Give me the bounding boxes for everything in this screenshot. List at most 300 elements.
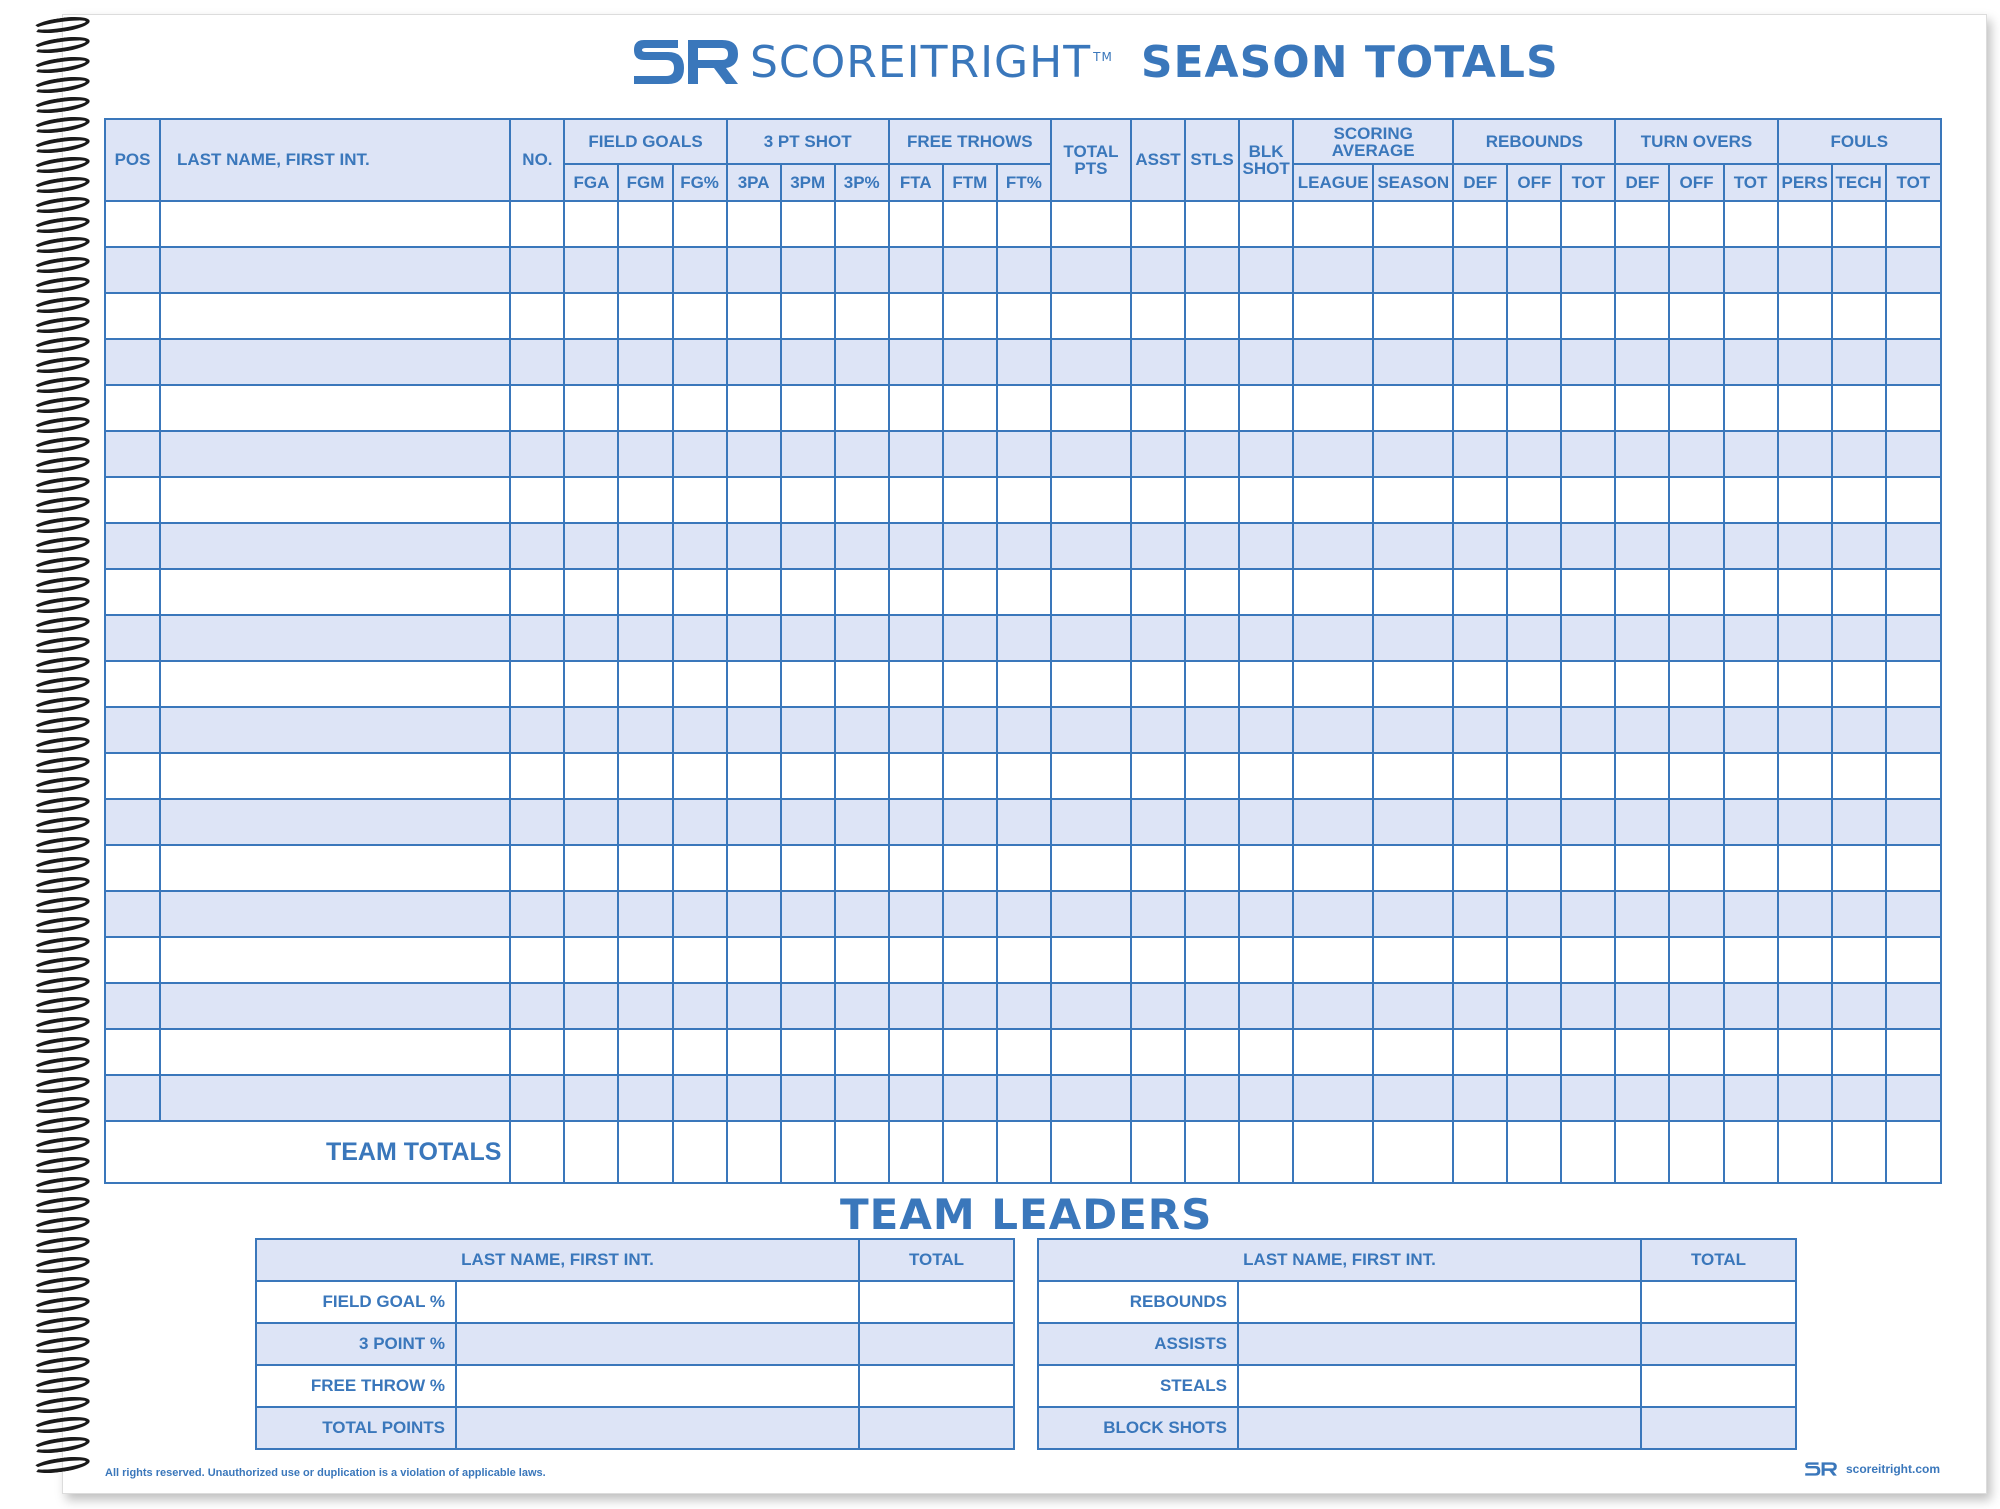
stat-entry-cell[interactable]: [1561, 431, 1615, 477]
stat-entry-cell[interactable]: [889, 615, 943, 661]
stat-entry-cell[interactable]: [160, 293, 510, 339]
stat-entry-cell[interactable]: [1051, 477, 1131, 523]
stat-entry-cell[interactable]: [1724, 293, 1778, 339]
stat-entry-cell[interactable]: [1185, 247, 1239, 293]
stat-entry-cell[interactable]: [1724, 523, 1778, 569]
stat-entry-cell[interactable]: [727, 707, 781, 753]
stat-entry-cell[interactable]: [564, 247, 618, 293]
stat-entry-cell[interactable]: [1051, 661, 1131, 707]
stat-entry-cell[interactable]: [160, 707, 510, 753]
stat-entry-cell[interactable]: [889, 339, 943, 385]
stat-entry-cell[interactable]: [564, 1029, 618, 1075]
stat-entry-cell[interactable]: [1669, 247, 1723, 293]
stat-entry-cell[interactable]: [1131, 845, 1185, 891]
stat-entry-cell[interactable]: [1239, 1075, 1293, 1121]
stat-entry-cell[interactable]: [510, 1075, 564, 1121]
stat-entry-cell[interactable]: [673, 339, 727, 385]
stat-entry-cell[interactable]: [1131, 1029, 1185, 1075]
stat-entry-cell[interactable]: [105, 937, 160, 983]
stat-entry-cell[interactable]: [1507, 569, 1561, 615]
stat-entry-cell[interactable]: [160, 431, 510, 477]
stat-entry-cell[interactable]: [160, 753, 510, 799]
stat-entry-cell[interactable]: [1615, 523, 1669, 569]
stat-entry-cell[interactable]: [1453, 845, 1507, 891]
stat-entry-cell[interactable]: [1373, 799, 1453, 845]
stat-entry-cell[interactable]: [1724, 339, 1778, 385]
stat-entry-cell[interactable]: [1778, 937, 1832, 983]
stat-entry-cell[interactable]: [1239, 523, 1293, 569]
team-total-cell[interactable]: [673, 1121, 727, 1183]
stat-entry-cell[interactable]: [1293, 983, 1373, 1029]
stat-entry-cell[interactable]: [1832, 845, 1886, 891]
stat-entry-cell[interactable]: [1185, 339, 1239, 385]
stat-entry-cell[interactable]: [105, 523, 160, 569]
stat-entry-cell[interactable]: [1131, 799, 1185, 845]
stat-entry-cell[interactable]: [510, 845, 564, 891]
stat-entry-cell[interactable]: [1615, 293, 1669, 339]
stat-entry-cell[interactable]: [1507, 339, 1561, 385]
stat-entry-cell[interactable]: [997, 661, 1051, 707]
stat-entry-cell[interactable]: [1293, 799, 1373, 845]
stat-entry-cell[interactable]: [1669, 799, 1723, 845]
stat-entry-cell[interactable]: [1239, 707, 1293, 753]
stat-entry-cell[interactable]: [1561, 753, 1615, 799]
stat-entry-cell[interactable]: [160, 201, 510, 247]
stat-entry-cell[interactable]: [1507, 799, 1561, 845]
stat-entry-cell[interactable]: [160, 799, 510, 845]
stat-entry-cell[interactable]: [1453, 293, 1507, 339]
stat-entry-cell[interactable]: [835, 891, 889, 937]
stat-entry-cell[interactable]: [943, 201, 997, 247]
stat-entry-cell[interactable]: [1453, 339, 1507, 385]
stat-entry-cell[interactable]: [105, 845, 160, 891]
leader-name-cell[interactable]: [456, 1407, 859, 1449]
stat-entry-cell[interactable]: [1669, 891, 1723, 937]
stat-entry-cell[interactable]: [1778, 431, 1832, 477]
stat-entry-cell[interactable]: [1453, 431, 1507, 477]
stat-entry-cell[interactable]: [618, 247, 672, 293]
stat-entry-cell[interactable]: [1778, 1029, 1832, 1075]
team-total-cell[interactable]: [1615, 1121, 1669, 1183]
stat-entry-cell[interactable]: [1131, 477, 1185, 523]
stat-entry-cell[interactable]: [1239, 293, 1293, 339]
stat-entry-cell[interactable]: [997, 247, 1051, 293]
stat-entry-cell[interactable]: [1724, 937, 1778, 983]
stat-entry-cell[interactable]: [673, 753, 727, 799]
stat-entry-cell[interactable]: [1293, 523, 1373, 569]
stat-entry-cell[interactable]: [1185, 661, 1239, 707]
stat-entry-cell[interactable]: [1886, 661, 1941, 707]
stat-entry-cell[interactable]: [1131, 293, 1185, 339]
stat-entry-cell[interactable]: [943, 1029, 997, 1075]
stat-entry-cell[interactable]: [1373, 937, 1453, 983]
stat-entry-cell[interactable]: [1724, 247, 1778, 293]
stat-entry-cell[interactable]: [1239, 891, 1293, 937]
stat-entry-cell[interactable]: [673, 799, 727, 845]
stat-entry-cell[interactable]: [1615, 477, 1669, 523]
stat-entry-cell[interactable]: [727, 845, 781, 891]
stat-entry-cell[interactable]: [1185, 1029, 1239, 1075]
stat-entry-cell[interactable]: [1832, 477, 1886, 523]
stat-entry-cell[interactable]: [997, 799, 1051, 845]
team-total-cell[interactable]: [510, 1121, 564, 1183]
stat-entry-cell[interactable]: [1239, 753, 1293, 799]
stat-entry-cell[interactable]: [618, 1075, 672, 1121]
stat-entry-cell[interactable]: [835, 615, 889, 661]
stat-entry-cell[interactable]: [1453, 661, 1507, 707]
stat-entry-cell[interactable]: [1373, 1075, 1453, 1121]
stat-entry-cell[interactable]: [1373, 293, 1453, 339]
stat-entry-cell[interactable]: [618, 753, 672, 799]
stat-entry-cell[interactable]: [781, 891, 835, 937]
stat-entry-cell[interactable]: [1778, 247, 1832, 293]
stat-entry-cell[interactable]: [510, 937, 564, 983]
stat-entry-cell[interactable]: [1724, 707, 1778, 753]
stat-entry-cell[interactable]: [1051, 799, 1131, 845]
stat-entry-cell[interactable]: [105, 385, 160, 431]
stat-entry-cell[interactable]: [1453, 799, 1507, 845]
stat-entry-cell[interactable]: [1832, 1029, 1886, 1075]
stat-entry-cell[interactable]: [1239, 615, 1293, 661]
stat-entry-cell[interactable]: [1724, 661, 1778, 707]
stat-entry-cell[interactable]: [1373, 431, 1453, 477]
stat-entry-cell[interactable]: [727, 661, 781, 707]
stat-entry-cell[interactable]: [1293, 661, 1373, 707]
stat-entry-cell[interactable]: [943, 983, 997, 1029]
stat-entry-cell[interactable]: [1724, 891, 1778, 937]
stat-entry-cell[interactable]: [510, 615, 564, 661]
stat-entry-cell[interactable]: [1185, 431, 1239, 477]
stat-entry-cell[interactable]: [1131, 339, 1185, 385]
stat-entry-cell[interactable]: [1561, 293, 1615, 339]
stat-entry-cell[interactable]: [1507, 431, 1561, 477]
stat-entry-cell[interactable]: [105, 661, 160, 707]
stat-entry-cell[interactable]: [1131, 1075, 1185, 1121]
stat-entry-cell[interactable]: [1131, 385, 1185, 431]
stat-entry-cell[interactable]: [997, 477, 1051, 523]
stat-entry-cell[interactable]: [889, 661, 943, 707]
stat-entry-cell[interactable]: [1561, 845, 1615, 891]
stat-entry-cell[interactable]: [1615, 937, 1669, 983]
stat-entry-cell[interactable]: [1185, 201, 1239, 247]
team-total-cell[interactable]: [1131, 1121, 1185, 1183]
stat-entry-cell[interactable]: [618, 339, 672, 385]
stat-entry-cell[interactable]: [835, 753, 889, 799]
stat-entry-cell[interactable]: [618, 983, 672, 1029]
stat-entry-cell[interactable]: [1507, 385, 1561, 431]
stat-entry-cell[interactable]: [160, 385, 510, 431]
stat-entry-cell[interactable]: [160, 477, 510, 523]
stat-entry-cell[interactable]: [1051, 983, 1131, 1029]
stat-entry-cell[interactable]: [781, 983, 835, 1029]
stat-entry-cell[interactable]: [1507, 477, 1561, 523]
stat-entry-cell[interactable]: [564, 339, 618, 385]
stat-entry-cell[interactable]: [1615, 247, 1669, 293]
leader-total-cell[interactable]: [1641, 1281, 1796, 1323]
stat-entry-cell[interactable]: [1185, 523, 1239, 569]
stat-entry-cell[interactable]: [105, 247, 160, 293]
stat-entry-cell[interactable]: [1886, 201, 1941, 247]
stat-entry-cell[interactable]: [510, 201, 564, 247]
stat-entry-cell[interactable]: [1185, 615, 1239, 661]
stat-entry-cell[interactable]: [889, 983, 943, 1029]
stat-entry-cell[interactable]: [673, 983, 727, 1029]
stat-entry-cell[interactable]: [1669, 477, 1723, 523]
stat-entry-cell[interactable]: [160, 247, 510, 293]
stat-entry-cell[interactable]: [564, 891, 618, 937]
stat-entry-cell[interactable]: [835, 431, 889, 477]
stat-entry-cell[interactable]: [618, 1029, 672, 1075]
team-total-cell[interactable]: [1185, 1121, 1239, 1183]
stat-entry-cell[interactable]: [673, 477, 727, 523]
stat-entry-cell[interactable]: [889, 293, 943, 339]
stat-entry-cell[interactable]: [1832, 799, 1886, 845]
stat-entry-cell[interactable]: [1373, 983, 1453, 1029]
stat-entry-cell[interactable]: [1561, 707, 1615, 753]
stat-entry-cell[interactable]: [1832, 707, 1886, 753]
stat-entry-cell[interactable]: [1185, 845, 1239, 891]
stat-entry-cell[interactable]: [510, 661, 564, 707]
stat-entry-cell[interactable]: [1293, 293, 1373, 339]
stat-entry-cell[interactable]: [1051, 569, 1131, 615]
stat-entry-cell[interactable]: [1373, 707, 1453, 753]
stat-entry-cell[interactable]: [1669, 201, 1723, 247]
stat-entry-cell[interactable]: [673, 1075, 727, 1121]
stat-entry-cell[interactable]: [1051, 1029, 1131, 1075]
stat-entry-cell[interactable]: [673, 661, 727, 707]
stat-entry-cell[interactable]: [564, 983, 618, 1029]
stat-entry-cell[interactable]: [1051, 293, 1131, 339]
stat-entry-cell[interactable]: [1615, 615, 1669, 661]
stat-entry-cell[interactable]: [510, 753, 564, 799]
stat-entry-cell[interactable]: [1293, 1029, 1373, 1075]
stat-entry-cell[interactable]: [1832, 385, 1886, 431]
stat-entry-cell[interactable]: [160, 1029, 510, 1075]
leader-name-cell[interactable]: [1238, 1407, 1641, 1449]
stat-entry-cell[interactable]: [1051, 247, 1131, 293]
stat-entry-cell[interactable]: [1293, 477, 1373, 523]
stat-entry-cell[interactable]: [889, 247, 943, 293]
stat-entry-cell[interactable]: [835, 247, 889, 293]
stat-entry-cell[interactable]: [1293, 247, 1373, 293]
stat-entry-cell[interactable]: [1453, 523, 1507, 569]
stat-entry-cell[interactable]: [943, 891, 997, 937]
stat-entry-cell[interactable]: [1615, 891, 1669, 937]
stat-entry-cell[interactable]: [889, 1029, 943, 1075]
stat-entry-cell[interactable]: [835, 339, 889, 385]
stat-entry-cell[interactable]: [1453, 569, 1507, 615]
stat-entry-cell[interactable]: [1778, 477, 1832, 523]
stat-entry-cell[interactable]: [1185, 753, 1239, 799]
stat-entry-cell[interactable]: [997, 615, 1051, 661]
stat-entry-cell[interactable]: [105, 339, 160, 385]
stat-entry-cell[interactable]: [1886, 1075, 1941, 1121]
stat-entry-cell[interactable]: [943, 753, 997, 799]
team-total-cell[interactable]: [618, 1121, 672, 1183]
stat-entry-cell[interactable]: [727, 523, 781, 569]
stat-entry-cell[interactable]: [1239, 247, 1293, 293]
stat-entry-cell[interactable]: [564, 201, 618, 247]
leader-total-cell[interactable]: [1641, 1323, 1796, 1365]
stat-entry-cell[interactable]: [1293, 845, 1373, 891]
stat-entry-cell[interactable]: [1778, 799, 1832, 845]
stat-entry-cell[interactable]: [618, 615, 672, 661]
stat-entry-cell[interactable]: [1615, 753, 1669, 799]
stat-entry-cell[interactable]: [943, 615, 997, 661]
stat-entry-cell[interactable]: [889, 799, 943, 845]
stat-entry-cell[interactable]: [1886, 569, 1941, 615]
stat-entry-cell[interactable]: [997, 523, 1051, 569]
stat-entry-cell[interactable]: [1239, 385, 1293, 431]
stat-entry-cell[interactable]: [1373, 385, 1453, 431]
stat-entry-cell[interactable]: [889, 1075, 943, 1121]
stat-entry-cell[interactable]: [1293, 937, 1373, 983]
stat-entry-cell[interactable]: [835, 293, 889, 339]
stat-entry-cell[interactable]: [835, 845, 889, 891]
stat-entry-cell[interactable]: [564, 477, 618, 523]
stat-entry-cell[interactable]: [1453, 201, 1507, 247]
stat-entry-cell[interactable]: [889, 201, 943, 247]
stat-entry-cell[interactable]: [1507, 523, 1561, 569]
stat-entry-cell[interactable]: [1293, 615, 1373, 661]
stat-entry-cell[interactable]: [564, 1075, 618, 1121]
stat-entry-cell[interactable]: [1453, 983, 1507, 1029]
stat-entry-cell[interactable]: [618, 661, 672, 707]
stat-entry-cell[interactable]: [1373, 845, 1453, 891]
stat-entry-cell[interactable]: [889, 845, 943, 891]
stat-entry-cell[interactable]: [1886, 799, 1941, 845]
stat-entry-cell[interactable]: [1293, 891, 1373, 937]
stat-entry-cell[interactable]: [943, 523, 997, 569]
leader-total-cell[interactable]: [1641, 1365, 1796, 1407]
stat-entry-cell[interactable]: [1724, 615, 1778, 661]
stat-entry-cell[interactable]: [510, 247, 564, 293]
stat-entry-cell[interactable]: [1669, 845, 1723, 891]
stat-entry-cell[interactable]: [943, 247, 997, 293]
leader-name-cell[interactable]: [456, 1365, 859, 1407]
stat-entry-cell[interactable]: [727, 753, 781, 799]
stat-entry-cell[interactable]: [160, 937, 510, 983]
stat-entry-cell[interactable]: [835, 937, 889, 983]
stat-entry-cell[interactable]: [160, 661, 510, 707]
stat-entry-cell[interactable]: [1669, 707, 1723, 753]
stat-entry-cell[interactable]: [105, 615, 160, 661]
leader-name-cell[interactable]: [1238, 1365, 1641, 1407]
stat-entry-cell[interactable]: [160, 845, 510, 891]
stat-entry-cell[interactable]: [1886, 431, 1941, 477]
stat-entry-cell[interactable]: [1185, 385, 1239, 431]
stat-entry-cell[interactable]: [1293, 431, 1373, 477]
stat-entry-cell[interactable]: [781, 247, 835, 293]
stat-entry-cell[interactable]: [1778, 983, 1832, 1029]
stat-entry-cell[interactable]: [1051, 845, 1131, 891]
stat-entry-cell[interactable]: [1615, 1029, 1669, 1075]
stat-entry-cell[interactable]: [1453, 1075, 1507, 1121]
stat-entry-cell[interactable]: [1293, 569, 1373, 615]
stat-entry-cell[interactable]: [1778, 661, 1832, 707]
team-total-cell[interactable]: [1373, 1121, 1453, 1183]
stat-entry-cell[interactable]: [1832, 569, 1886, 615]
stat-entry-cell[interactable]: [673, 247, 727, 293]
stat-entry-cell[interactable]: [781, 1075, 835, 1121]
stat-entry-cell[interactable]: [1778, 845, 1832, 891]
stat-entry-cell[interactable]: [1778, 891, 1832, 937]
stat-entry-cell[interactable]: [889, 569, 943, 615]
stat-entry-cell[interactable]: [835, 523, 889, 569]
stat-entry-cell[interactable]: [618, 523, 672, 569]
stat-entry-cell[interactable]: [618, 477, 672, 523]
stat-entry-cell[interactable]: [1615, 707, 1669, 753]
stat-entry-cell[interactable]: [1832, 1075, 1886, 1121]
stat-entry-cell[interactable]: [889, 753, 943, 799]
stat-entry-cell[interactable]: [1669, 431, 1723, 477]
stat-entry-cell[interactable]: [1886, 753, 1941, 799]
stat-entry-cell[interactable]: [1886, 523, 1941, 569]
team-total-cell[interactable]: [1239, 1121, 1293, 1183]
stat-entry-cell[interactable]: [160, 1075, 510, 1121]
stat-entry-cell[interactable]: [1561, 385, 1615, 431]
stat-entry-cell[interactable]: [510, 1029, 564, 1075]
stat-entry-cell[interactable]: [1669, 385, 1723, 431]
stat-entry-cell[interactable]: [1561, 247, 1615, 293]
stat-entry-cell[interactable]: [510, 477, 564, 523]
team-total-cell[interactable]: [1561, 1121, 1615, 1183]
stat-entry-cell[interactable]: [727, 477, 781, 523]
stat-entry-cell[interactable]: [1886, 339, 1941, 385]
stat-entry-cell[interactable]: [997, 569, 1051, 615]
stat-entry-cell[interactable]: [943, 477, 997, 523]
stat-entry-cell[interactable]: [1507, 661, 1561, 707]
stat-entry-cell[interactable]: [1507, 1029, 1561, 1075]
stat-entry-cell[interactable]: [1886, 845, 1941, 891]
stat-entry-cell[interactable]: [1724, 431, 1778, 477]
stat-entry-cell[interactable]: [943, 1075, 997, 1121]
stat-entry-cell[interactable]: [1724, 845, 1778, 891]
stat-entry-cell[interactable]: [1724, 983, 1778, 1029]
stat-entry-cell[interactable]: [1131, 707, 1185, 753]
team-total-cell[interactable]: [1886, 1121, 1941, 1183]
stat-entry-cell[interactable]: [889, 891, 943, 937]
leader-name-cell[interactable]: [1238, 1323, 1641, 1365]
stat-entry-cell[interactable]: [1131, 983, 1185, 1029]
stat-entry-cell[interactable]: [727, 431, 781, 477]
stat-entry-cell[interactable]: [997, 201, 1051, 247]
stat-entry-cell[interactable]: [1373, 615, 1453, 661]
stat-entry-cell[interactable]: [1615, 339, 1669, 385]
stat-entry-cell[interactable]: [1724, 1029, 1778, 1075]
stat-entry-cell[interactable]: [673, 937, 727, 983]
team-total-cell[interactable]: [1293, 1121, 1373, 1183]
team-total-cell[interactable]: [781, 1121, 835, 1183]
stat-entry-cell[interactable]: [1507, 201, 1561, 247]
stat-entry-cell[interactable]: [727, 201, 781, 247]
stat-entry-cell[interactable]: [510, 431, 564, 477]
stat-entry-cell[interactable]: [1778, 385, 1832, 431]
stat-entry-cell[interactable]: [105, 799, 160, 845]
stat-entry-cell[interactable]: [564, 845, 618, 891]
stat-entry-cell[interactable]: [1832, 753, 1886, 799]
stat-entry-cell[interactable]: [1239, 845, 1293, 891]
stat-entry-cell[interactable]: [1507, 293, 1561, 339]
stat-entry-cell[interactable]: [1453, 707, 1507, 753]
stat-entry-cell[interactable]: [781, 937, 835, 983]
stat-entry-cell[interactable]: [1131, 431, 1185, 477]
team-total-cell[interactable]: [1051, 1121, 1131, 1183]
stat-entry-cell[interactable]: [1669, 523, 1723, 569]
stat-entry-cell[interactable]: [781, 707, 835, 753]
stat-entry-cell[interactable]: [1239, 339, 1293, 385]
stat-entry-cell[interactable]: [160, 983, 510, 1029]
